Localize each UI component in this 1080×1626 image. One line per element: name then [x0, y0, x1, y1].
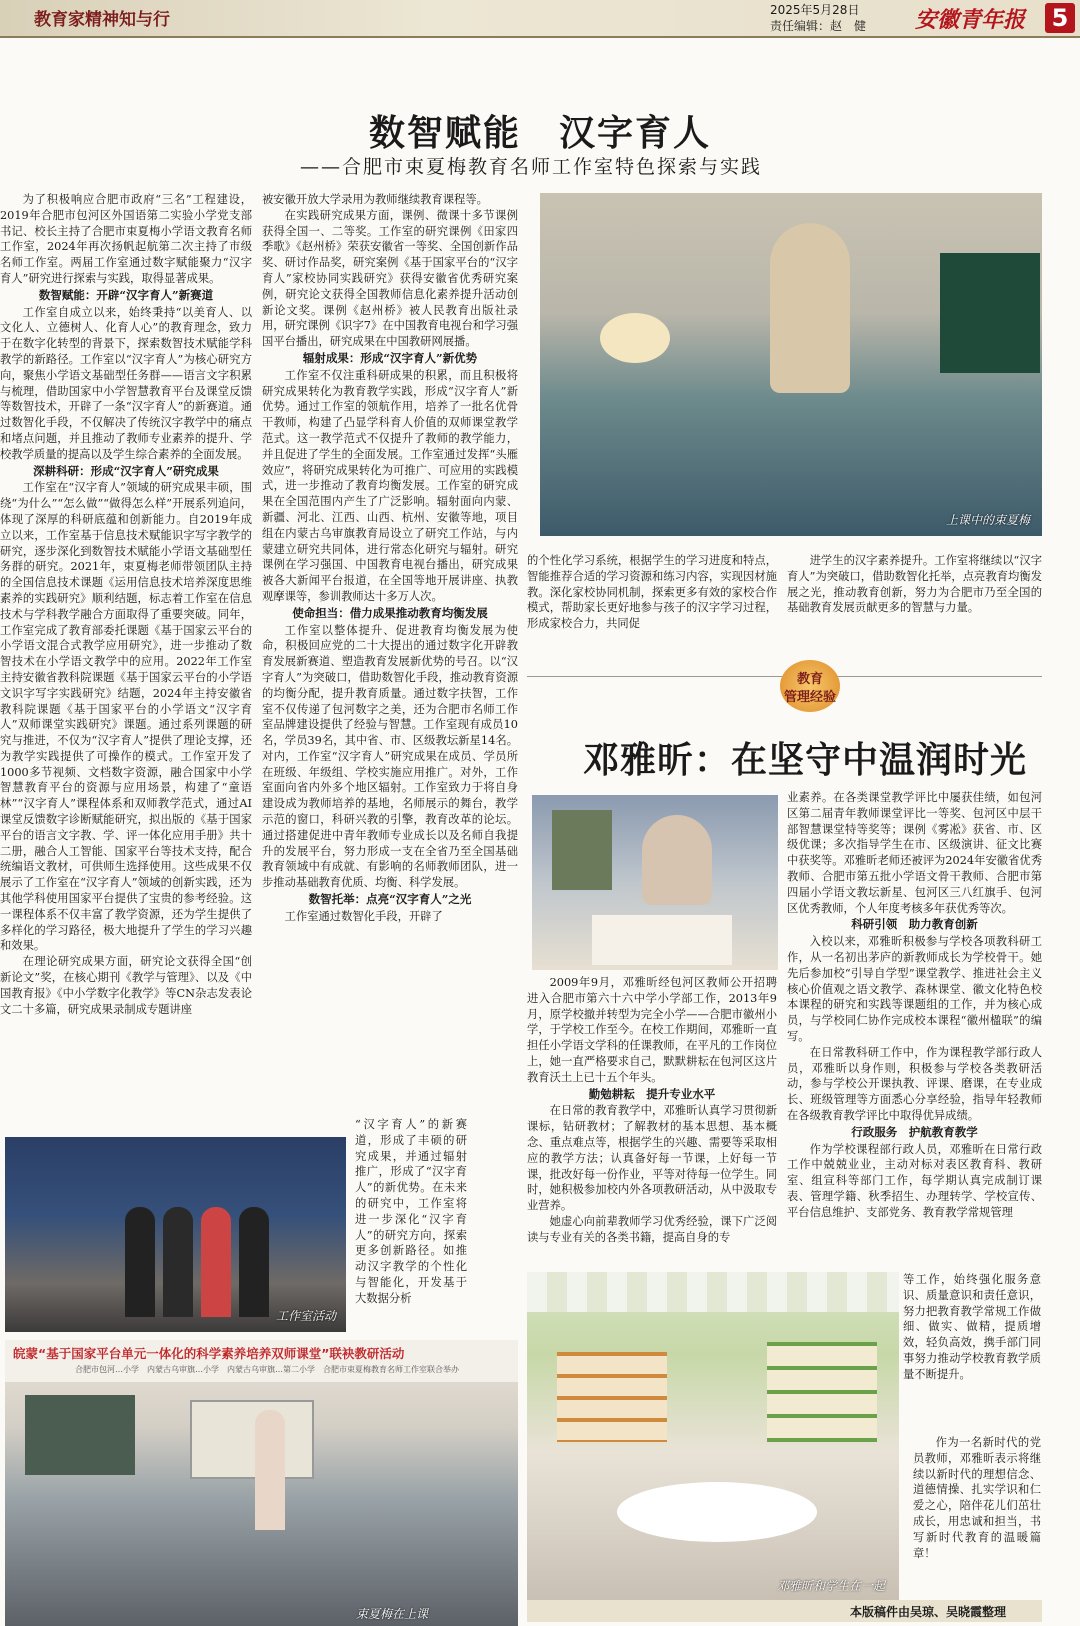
photo-library	[527, 1272, 899, 1600]
section-heading: 科研引领 助力教育创新	[851, 917, 978, 932]
blackboard	[25, 1395, 135, 1475]
paragraph: 2009年9月，邓雅昕经包河区教师公开招聘进入合肥市第六十六中学小学部工作，2013年9月，原学校撤并转型为完全小学——合肥市徽州小学，于学校工作至今。在校工作期间，邓雅昕一直担任小学语文学科的任课教师，在平凡的工作岗位上，她一直严格要求自己，默默耕耘在包河区这片教育沃土上已十五个年头。	[527, 976, 777, 1084]
paragraph: 业素养。在各类课堂教学评比中屡获佳绩，如包河区第二届青年教师课堂评比一等奖、包河区中层干部智慧课堂特等奖等；课例《雾凇》获省、市、区级优课；多次指导学生在市、区级演讲、征文比赛中获奖等。邓雅昕老师还被评为2024年安徽省优秀教师、合肥市第五批小学语文骨干教师、合肥市第四届小学语文教坛新星、包河区三八红旗手、包河区优秀教师，个人年度考核多年获优秀等次。	[787, 791, 1042, 915]
article2-column-2	[787, 790, 1042, 1272]
banner-text: 皖蒙“基于国家平台单元一体化的科学素养培养双师课堂”联袂教研活动	[13, 1346, 405, 1361]
paper-logo: 安徽青年报	[915, 7, 1026, 33]
section-heading: 数智托举：点亮“汉字育人”之光	[308, 892, 472, 907]
photo-caption: 工作室活动	[275, 1309, 336, 1323]
paragraph: 工作室通过数智化手段，开辟了	[284, 909, 443, 923]
paragraph: 入校以来，邓雅昕积极参与学校各项教科研工作，从一名初出茅庐的新教师成长为学校骨干。她先后参加校“引导自学型”课堂教学、推进社会主义核心价值观之语文教学、森林课堂、徽文化特色校本课程的研究和实践等课题组的工作，并为核心成员，与学校同仁协作完成校本课程“徽州楹联”的编写。	[787, 935, 1042, 1043]
bookshelf	[767, 1342, 877, 1442]
article1-title: 数智赋能 汉字育人	[368, 112, 711, 154]
person-figure	[239, 1207, 269, 1317]
banner-subtext: 合肥市包河…小学 内蒙古乌审旗…小学 内蒙古乌审旗…第二小学 合肥市束夏梅教育名师工作室联合举办	[75, 1365, 459, 1374]
column-label: 教育家精神知与行	[34, 10, 170, 30]
section-heading: 数智赋能：开辟“汉字育人”新赛道	[38, 287, 214, 302]
desk-papers	[592, 915, 732, 965]
paragraph: 工作室不仅注重科研成果的积累，而且积极将研究成果转化为教育教学实践，形成“汉字育人”新优势。通过工作室的领航作用，培养了一批名优骨干教师，构建了凸显学科育人价值的双师课堂教学范式。这一教学范式不仅提升了教师的教学能力，并且促进了学生的全面发展。工作室通过发挥“头雁效应”，将研究成果转化为可推广、可应用的实践模式，进一步推动了教育均衡发展。工作室的研究成果在全国范围内产生了广泛影响。辐射面向内蒙、新疆、河北、江西、山西、杭州、安徽等地，项目组在内蒙古乌审旗教育局设立了研究工作站，与内蒙建立研究共同体，进行常态化研究与辐射。研究课例在学习强国、中国教育电视台播出，研究成果被各大新闻平台报道，在全国等地开展讲座、执教观摩课等，参训教师达十多万人次。	[262, 368, 518, 603]
issue-date: 2025年5月28日	[770, 3, 860, 17]
paragraph: 工作室自成立以来，始终秉持“以美育人、以文化人、立德树人、化育人心”的教育理念，致力于在数字化转型的背景下，探索数智技术赋能学科教学的新路径。工作室以“汉字育人”为核心研究方向，聚焦小学语文基础型任务群——语言文字积累与梳理，借助国家中小学智慧教育平台及课堂反馈等数智技术，开辟了一条“汉字育人”的新赛道。通过数智化手段，不仅解决了传统汉字教学中的痛点和堵点问题，并且推动了教师专业素养的提升、学校教学质量的提高以及学生综合素养的全面发展。	[0, 305, 252, 461]
article1-column-3: 的个性化学习系统，根据学生的学习进度和特点，智能推荐合适的学习资源和练习内容，实现因材施教。深化家校协同机制，探索更多有效的家校合作模式，帮助家长更好地参与孩子的汉字学习过程，形成家校合力，共同促	[527, 554, 777, 631]
section-heading: 使命担当：借力成果推动教育均衡发展	[292, 605, 488, 620]
section-heading: 深耕科研：形成“汉字育人”研究成果	[33, 463, 219, 478]
section-heading: 辐射成果：形成“汉字育人”新优势	[302, 350, 478, 365]
editor-credit: 责任编辑：赵 健	[770, 19, 867, 33]
paragraph: 工作室在“汉字育人”领域的研究成果丰硕，围绕“为什么”“怎么做”“做得怎么样”开展系列追问，体现了深厚的科研底蕴和创新能力。自2019年成立以来，工作室基于信息技术赋能识字写字教学的研究，逐步深化到数智技术赋能小学语文基础型任务群的研究。2021年，束夏梅老师带领团队主持的全国信息技术课题《运用信息技术培养深度思维素养的实践研究》顺利结题，标志着工作室在信息技术与学科教学融合方面取得了重要突破。同年，工作室完成了教育部委托课题《基于国家云平台的小学语文混合式教学应用研究》，进一步推动了数智技术在小学语文教学中的应用。2022年工作室主持安徽省教科院课题《基于国家云平台的小学语文识字写字实践研究》结题，2024年主持安徽省教科院课题《基于国家平台的小学语文“汉字育人”双师课堂实践研究》课题。通过系列课题的研究与推进，不仅为“汉字育人”提供了理论支撑，还为教学实践提供了可操作的模式。工作室开发了1000多节视频、文档数字资源，融合国家中小学智慧教育平台的资源与应用场景，构建了“童语林”“汉字育人”课程体系和双师教学范式，通过AI课堂反馈数字诊断赋能研究，拟出版的《基于国家平台的语言文字教、学、评一体化应用手册》共十二册，融合人工智能、国家平台等技术支持，配合统编语文教材，可供师生选择使用。这些成果不仅展示了工作室在“汉字育人”领域的创新实践，还为其他学科使用国家平台提供了宝贵的参考经验。这一课程体系不仅丰富了教学资源，还为学生提供了多样化的学习路径，极大地提升了学生的学习兴趣和效果。	[0, 481, 252, 953]
paragraph: 在日常的教育教学中，邓雅昕认真学习贯彻新课标，钻研教材；了解教材的基本思想、基本概念、重点难点等，根据学生的兴趣、需要等采取相应的教学方法；认真备好每一节课，上好每一节课，批改好每一份作业，平等对待每一位学生。同时，她积极参加校内外各项教研活动，从中汲取专业营养。	[527, 1104, 777, 1213]
section-heading: 行政服务 护航教育教学	[851, 1124, 978, 1139]
article1-column-1	[0, 192, 252, 1137]
article2-column-2-tail-2: 作为一名新时代的党员教师，邓雅昕表示将继续以新时代的理想信念、道德情操、扎实学识和仁爱之心，陪伴花儿们茁壮成长，用忠诚和担当，书写新时代教育的温暖篇章！	[913, 1436, 1041, 1560]
photo-lecture	[540, 193, 1042, 536]
teacher-figure	[770, 223, 850, 393]
teacher-figure	[642, 815, 712, 905]
photo-award	[5, 1137, 346, 1332]
paragraph: 为了积极响应合肥市政府“三名”工程建设，2019年合肥市包河区外国语第二实验小学党支部书记、校长主持了合肥市束夏梅小学语文教育名师工作室，2024年再次扬帆起航第二次主持了市级名师工作室。两届工作室通过数字赋能聚力“汉字育人”研究进行探索与实践，取得显著成果。	[0, 193, 252, 285]
article2-column-1	[527, 975, 777, 1265]
paragraph: 在实践研究成果方面，课例、微课十多节课例获得全国一、二等奖。工作室的研究课例《田家四季歌》《赵州桥》荣获安徽省一等奖、全国创新作品奖、研讨作品奖，研究案例《基于国家平台的“汉字育人”家校协同实践研究》获得安徽省优秀研究案例，研究论文获得全国教师信息化素养提升活动创新论文奖。课例《赵州桥》被人民教育出版社录用，研究课例《识字7》在中国教育电视台和学习强国平台播出，研究成果在中国教研网展播。	[262, 208, 518, 349]
ceiling	[527, 1272, 899, 1312]
photo-classroom	[5, 1340, 518, 1626]
person-figure	[163, 1207, 193, 1317]
page-number: 5	[1045, 3, 1075, 33]
paragraph: 她虚心向前辈教师学习优秀经验，课下广泛阅读与专业有关的各类书籍，提高自身的专	[527, 1214, 777, 1244]
article1-column-2	[262, 192, 518, 1117]
article1-column-2-tail: “汉字育人”的新赛道，形成了丰硕的研究成果，并通过辐射推广，形成了“汉字育人”的新优势。在未来的研究中，工作室将进一步深化“汉字育人”的研究方向，探索更多创新路径。如推动汉字教学的个性化与智能化，开发基于大数据分析	[355, 1118, 467, 1305]
paragraph: 被安徽开放大学录用为教师继续教育课程等。	[262, 193, 488, 206]
badge-line-1: 教育	[796, 672, 823, 687]
flower-arrangement	[600, 313, 670, 363]
paragraph: 作为学校课程部行政人员，邓雅昕在日常行政工作中兢兢业业，主动对标对表区教育科、教研室、组宣科等部门工作，每学期认真完成制订课表、管理学籍、秋季招生、办理转学、学校宣传、平台信息维护、支部党务、教育教学常规管理	[787, 1142, 1042, 1219]
article2-title: 邓雅昕：在坚守中温润时光	[582, 739, 1027, 781]
paragraph: 在理论研究成果方面，研究论文获得全国“创新论文”奖，在核心期刊《教学与管理》、以及《中国教育报》《中小学数字化教学》等CN杂志发表论文二十多篇，研究成果录制成专题讲座	[0, 955, 252, 1016]
article1-column-4: 进学生的汉字素养提升。工作室将继续以“汉字育人”为突破口，借助数智化托举，点亮教育均衡发展之光，推动教育创新，努力为合肥市乃至全国的基础教育发展贡献更多的智慧与力量。	[787, 554, 1042, 615]
article1-subtitle: ——合肥市束夏梅教育名师工作室特色探索与实践	[300, 156, 763, 178]
article2-column-2-tail: 等工作，始终强化服务意识、质量意识和责任意识，努力把教育教学常规工作做细、做实、做精，提质增效，轻负高效，携手部门同事努力推动学校教育教学质量不断提升。	[903, 1273, 1041, 1381]
bookshelf	[557, 1352, 667, 1442]
badge-line-2: 管理经验	[783, 690, 836, 705]
paragraph: 在日常教科研工作中，作为课程教学部行政人员，邓雅昕以身作则，积极参与学校各类教研活动，参与学校公开课执教、评课、磨课，在专业成长、班级管理等方面悉心分享经验，指导年轻教师在各级教育教学评比中取得优异成绩。	[787, 1045, 1042, 1122]
photo-caption: 束夏梅在上课	[355, 1607, 428, 1621]
blackboard	[940, 253, 1040, 373]
paragraph: 工作室以整体提升、促进教育均衡发展为使命，积极回应党的二十大提出的通过数字化开辟教育发展新赛道、塑造教育发展新优势的号召。以“汉字育人”为突破口，借助数智化手段，推动教育资源的均衡分配，提升教育质量。通过数字扶智，工作室不仅传递了包河数字之美，还为合肥市名师工作室品牌建设提供了经验与智慧。工作室现有成员10名，学员39名，其中省、市、区级教坛新星14名。对内，工作室“汉字育人”研究成果在成员、学员所在班级、年级组、学校实施应用推广。对外，工作室面向省内外多个地区辐射。工作室致力于将自身建设成为教师培养的基地，名师展示的舞台，教学示范的窗口，科研兴教的引擎，教育改革的论坛。通过搭建促进中青年教师专业成长以及名师自我提升的发展平台，努力形成一支在全省乃至全国基础教育领域中有成就、有影响的名师教师团队，进一步推动基础教育优质、均衡、科学发展。	[262, 623, 518, 890]
projection-screen	[190, 1400, 314, 1479]
section-heading: 勤勉耕耘 提升专业水平	[588, 1086, 716, 1101]
photo-portrait	[532, 795, 778, 970]
teacher-figure	[255, 1410, 285, 1530]
photo-caption: 邓雅昕和学生在一起	[777, 1579, 886, 1593]
photo-caption: 上课中的束夏梅	[945, 513, 1030, 527]
section-badge	[770, 660, 850, 712]
banner	[5, 1340, 518, 1382]
person-figure	[201, 1207, 231, 1317]
painting	[552, 810, 612, 890]
footer-credit: 本版稿件由吴琼、吴晓霞整理	[850, 1605, 1007, 1619]
round-table	[617, 1482, 817, 1542]
person-figure	[125, 1207, 155, 1317]
